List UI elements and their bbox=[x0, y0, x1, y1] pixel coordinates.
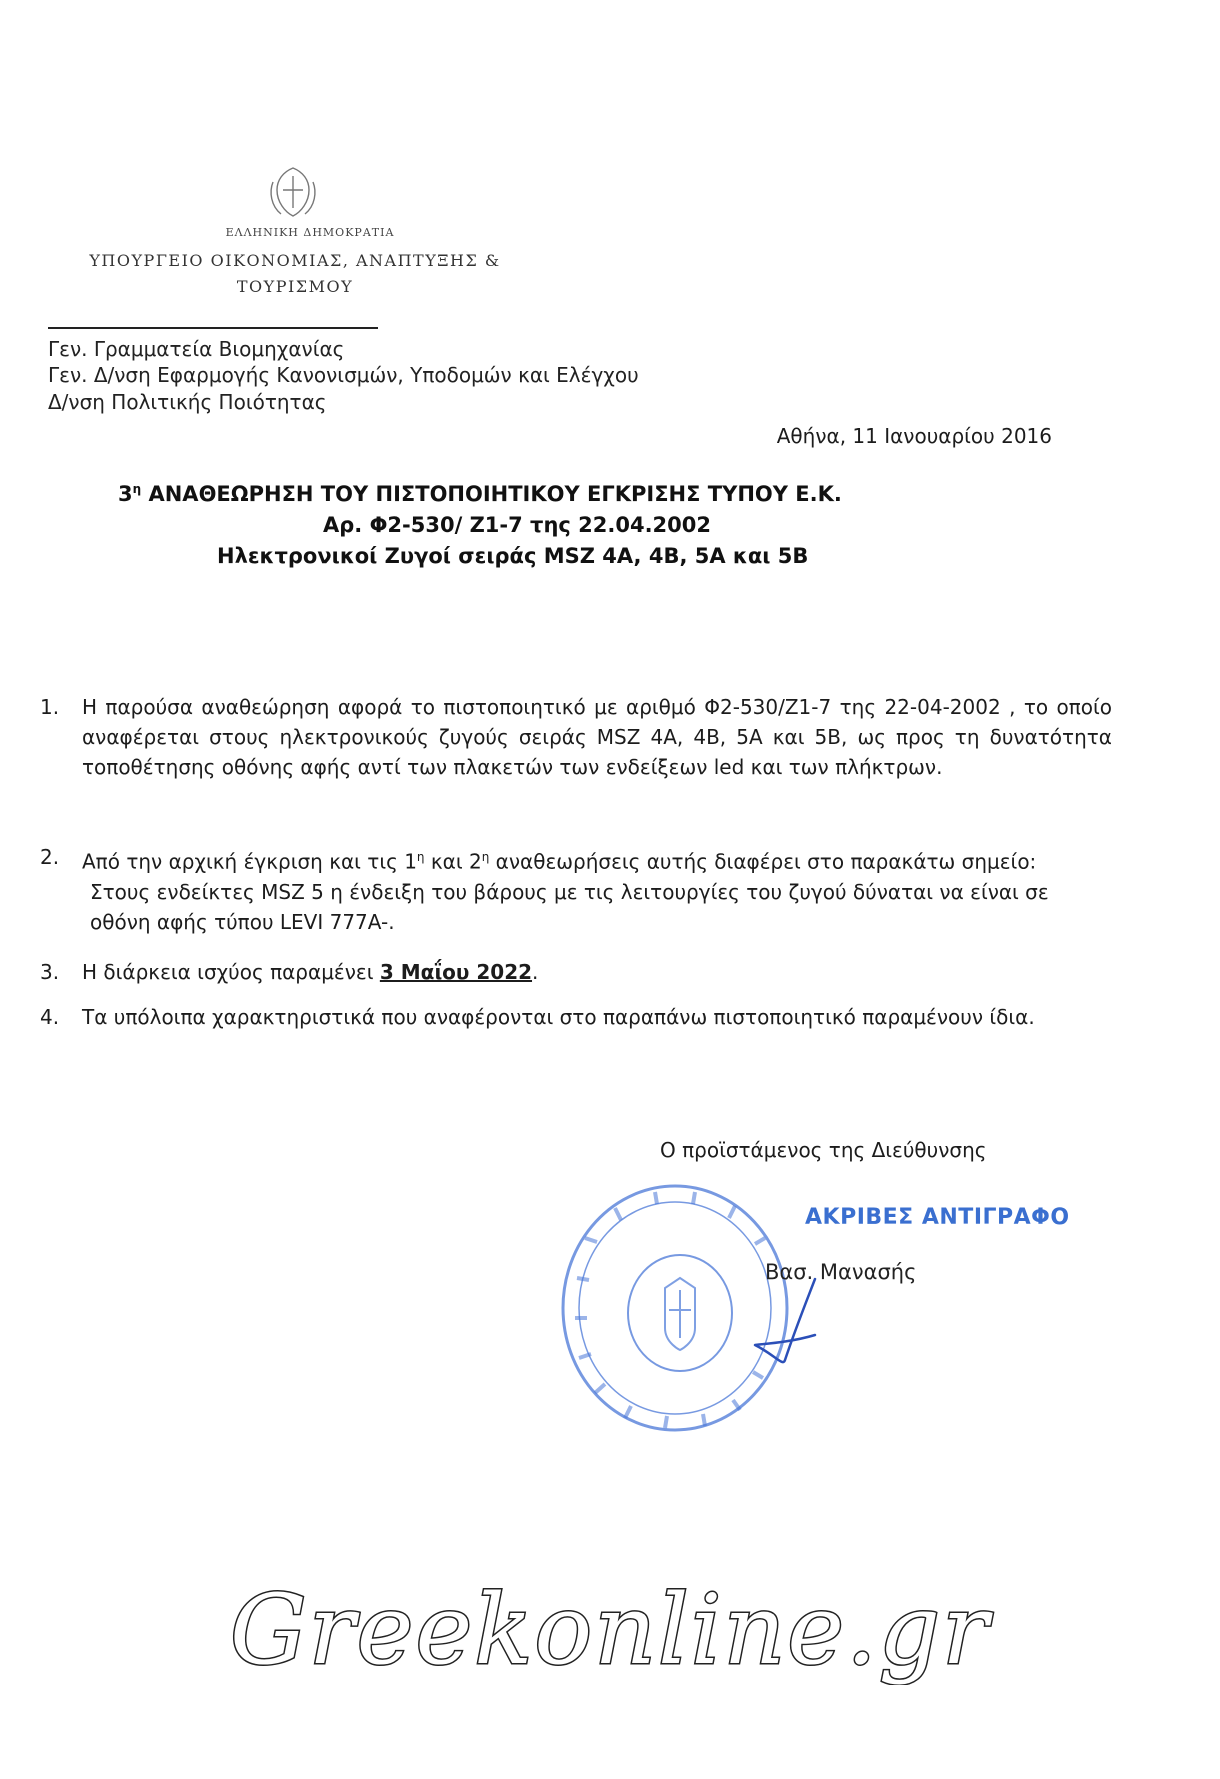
item-text: Η παρούσα αναθεώρηση αφορά το πιστοποιητικό με αριθμό Φ2-530/Ζ1-7 της 22-04-2002 , το οποίο αναφέρεται στους ηλεκτρονικούς ζυγούς σειράς MSZ 4A, 4B, 5A και 5B, ως προς τη δυνατότητα τοποθέτησης οθόνης αφής αντί των πλακετών των ενδείξεων led και των πλήκτρων. bbox=[82, 695, 1112, 779]
department-line-2: Γεν. Δ/νση Εφαρμογής Κανονισμών, Υποδομών και Ελέγχου bbox=[48, 363, 639, 387]
certificate-number: Αρ. Φ2-530/ Ζ1-7 της 22.04.2002 bbox=[323, 513, 712, 537]
title-ordinal: 3 bbox=[118, 482, 133, 506]
ministry-line-2: ΤΟΥΡΙΣΜΟΥ bbox=[236, 277, 354, 296]
certified-copy-stamp: ΑΚΡΙΒΕΣ ΑΝΤΙΓΡΑΦΟ bbox=[805, 1205, 1070, 1230]
department-line-3: Δ/νση Πολιτικής Ποιότητας bbox=[48, 390, 327, 414]
header-divider bbox=[48, 327, 378, 329]
item-number: 3. bbox=[40, 960, 60, 984]
item-number: 4. bbox=[40, 1005, 60, 1029]
product-description: Ηλεκτρονικοί Ζυγοί σειράς MSZ 4A, 4B, 5A και 5B bbox=[217, 544, 809, 568]
ministry-line-1: ΥΠΟΥΡΓΕΙΟ ΟΙΚΟΝΟΜΙΑΣ, ΑΝΑΠΤΥΞΗΣ & bbox=[89, 251, 501, 270]
svg-text:Greekonline.gr: Greekonline.gr bbox=[230, 1575, 990, 1685]
signatory-name: Βασ. Μανασής bbox=[765, 1260, 917, 1284]
place-date: Αθήνα, 11 Ιανουαρίου 2016 bbox=[776, 424, 1052, 448]
item-2-line-1: Από την αρχική έγκριση και τις $1^\eta$ και $2^\eta$ αναθεωρήσεις αυτής διαφέρει στο παρακάτω σημείο: bbox=[82, 849, 1037, 874]
handwritten-signature bbox=[745, 1275, 825, 1375]
item-2-line-3: οθόνη αφής τύπου LEVI 777A-. bbox=[90, 909, 395, 934]
item-text: Η διάρκεια ισχύος παραμένει 3 Μαΐου 2022. bbox=[82, 960, 539, 984]
list-item-2 bbox=[40, 842, 1120, 934]
coat-of-arms-icon bbox=[265, 162, 321, 222]
list-item-4 bbox=[40, 1002, 1120, 1032]
ministry-name bbox=[80, 248, 510, 300]
item-number: 1. bbox=[40, 695, 60, 719]
signatory-role: Ο προϊστάμενος της Διεύθυνσης bbox=[660, 1138, 987, 1162]
item-text bbox=[82, 842, 1112, 937]
title-text: ΑΝΑΘΕΩΡΗΣΗ ΤΟΥ ΠΙΣΤΟΠΟΙΗΤΙΚΟΥ ΕΓΚΡΙΣΗΣ ΤΥΠΟΥ Ε.Κ. bbox=[141, 482, 842, 506]
item-2-line-2: Στους ενδείκτες MSZ 5 η ένδειξη του βάρους με τις λειτουργίες του ζυγού δύναται να είναι σε bbox=[90, 879, 1049, 904]
department-line-1: Γεν. Γραμματεία Βιομηχανίας bbox=[48, 337, 345, 361]
item-text: Τα υπόλοιπα χαρακτηριστικά που αναφέρονται στο παραπάνω πιστοποιητικό παραμένουν ίδια. bbox=[82, 1005, 1035, 1029]
title-ordinal-suffix: η bbox=[132, 482, 142, 496]
list-item-1 bbox=[40, 692, 1120, 814]
country-name: ΕΛΛΗΝΙΚΗ ΔΗΜΟΚΡΑΤΙΑ bbox=[225, 226, 395, 239]
list-item-3 bbox=[40, 957, 1120, 987]
item-number: 2. bbox=[40, 845, 60, 869]
watermark-logo bbox=[160, 1575, 1060, 1685]
document-title bbox=[118, 482, 842, 506]
validity-date: 3 Μαΐου 2022 bbox=[379, 960, 533, 984]
